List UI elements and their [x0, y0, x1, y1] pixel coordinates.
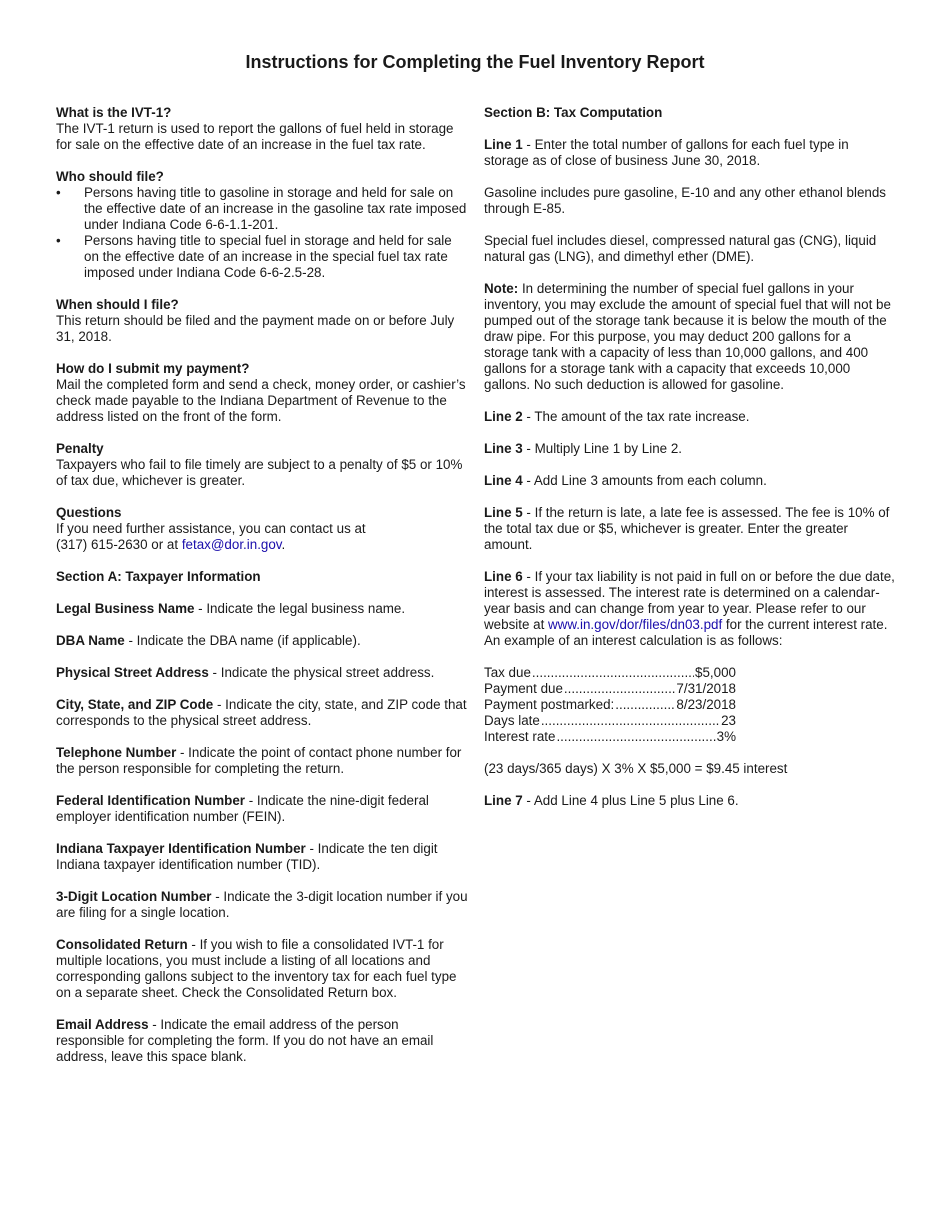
example-row	[484, 713, 736, 729]
email-link[interactable]: fetax@dor.in.gov	[181, 537, 282, 552]
dot-leader	[541, 713, 720, 729]
list-item	[56, 185, 468, 233]
example-label: Days late	[484, 713, 540, 728]
example-value: 8/23/2018	[676, 697, 736, 712]
line-4	[484, 473, 896, 489]
line-label: Line 3	[484, 441, 523, 456]
item-label: 3-Digit Location Number	[56, 889, 212, 904]
left-column	[56, 105, 468, 1081]
questions-end: .	[281, 537, 286, 552]
line-text-after: for the current interest rate. An example of an interest calculation is as follows:	[484, 617, 888, 648]
dot-leader	[564, 681, 676, 697]
page-title: Instructions for Completing the Fuel Inventory Report	[245, 52, 705, 72]
line-7	[484, 793, 896, 809]
list-item	[56, 233, 468, 281]
line-text: - The amount of the tax rate increase.	[522, 409, 750, 424]
dot-leader	[615, 697, 675, 713]
section-b	[484, 105, 896, 121]
item-text: - Indicate the legal business name.	[194, 601, 406, 616]
line-label: Line 2	[484, 409, 523, 424]
example-value: 3%	[716, 729, 736, 744]
line-text: - Multiply Line 1 by Line 2.	[522, 441, 682, 456]
item-label: Physical Street Address	[56, 665, 209, 680]
item-text: - Indicate the city, state, and ZIP code that corresponds to the physical street address.	[56, 697, 467, 728]
right-column	[484, 105, 896, 825]
gasoline-note: Gasoline includes pure gasoline, E-10 and any other ethanol blends through E-85.	[484, 185, 886, 216]
example-value: 7/31/2018	[676, 681, 736, 696]
item-label: City, State, and ZIP Code	[56, 697, 214, 712]
who-section	[56, 169, 468, 281]
questions-body	[56, 521, 468, 553]
example-row	[484, 681, 736, 697]
bullet-icon: •	[56, 233, 61, 248]
questions-line-2: (317) 615-2630 or at	[56, 537, 182, 552]
item-label: Email Address	[56, 1017, 149, 1032]
item-label: Telephone Number	[56, 745, 177, 760]
bullet-text: Persons having title to special fuel in storage and held for sale on the effective date of an increase in the special fuel tax rate imposed under Indiana Code 6-6-2.5-28.	[84, 233, 452, 280]
what-heading: What is the IVT-1?	[56, 105, 172, 120]
example-value: $5,000	[695, 665, 736, 680]
when-body: This return should be filed and the payment made on or before July 31, 2018.	[56, 313, 455, 344]
what-body: The IVT-1 return is used to report the gallons of fuel held in storage for sale on the effective date of an increase in the fuel tax rate.	[56, 121, 454, 152]
special-fuel-note: Special fuel includes diesel, compressed natural gas (CNG), liquid natural gas (LNG), and dimethyl ether (DME).	[484, 233, 877, 264]
list-item	[56, 697, 468, 729]
list-item	[56, 633, 468, 649]
item-text: - Indicate the nine-digit federal employer identification number (FEIN).	[56, 793, 429, 824]
item-text: - Indicate the physical street address.	[208, 665, 435, 680]
example-label: Interest rate	[484, 729, 556, 744]
example-row	[484, 665, 736, 681]
line-6	[484, 569, 896, 649]
item-text: - Indicate the ten digit Indiana taxpayer identification number (TID).	[56, 841, 438, 872]
line-text: - If the return is late, a late fee is assessed. The fee is 10% of the total tax due or $5, whichever is greater. Enter the greater amount.	[484, 505, 890, 552]
dot-leader	[532, 665, 694, 681]
dot-leader	[556, 729, 715, 745]
questions-line-1: If you need further assistance, you can contact us at	[56, 521, 366, 536]
example-label: Tax due	[484, 665, 531, 680]
line-text: - Add Line 3 amounts from each column.	[522, 473, 767, 488]
line-text: - Add Line 4 plus Line 5 plus Line 6.	[522, 793, 739, 808]
questions-heading: Questions	[56, 505, 122, 520]
list-item	[56, 937, 468, 1001]
line-label: Line 6	[484, 569, 523, 584]
item-text: - Indicate the email address of the person responsible for completing the form. If you do not have an email address, leave this space blank.	[56, 1017, 434, 1064]
penalty-section	[56, 441, 468, 489]
section-b-heading: Section B: Tax Computation	[484, 105, 663, 120]
item-text: - Indicate the 3-digit location number if you are filing for a single location.	[56, 889, 468, 920]
deduction-note	[484, 281, 896, 393]
list-item	[56, 665, 468, 681]
interest-example	[484, 665, 896, 745]
example-label: Payment due	[484, 681, 563, 696]
item-label: Indiana Taxpayer Identification Number	[56, 841, 306, 856]
note-label: Note:	[484, 281, 519, 296]
how-body: Mail the completed form and send a check, money order, or cashier’s check made payable to the Indiana Department of Revenue to the address listed on the front of the form.	[56, 377, 466, 424]
item-label: Consolidated Return	[56, 937, 188, 952]
example-row	[484, 729, 736, 745]
list-item	[56, 601, 468, 617]
when-heading: When should I file?	[56, 297, 179, 312]
line-1	[484, 137, 896, 169]
bullet-text: Persons having title to gasoline in storage and held for sale on the effective date of an increase in the gasoline tax rate imposed under Indiana Code 6-6-1.1-201.	[84, 185, 467, 232]
line-label: Line 7	[484, 793, 523, 808]
when-section	[56, 297, 468, 345]
line-label: Line 1	[484, 137, 523, 152]
section-a-heading: Section A: Taxpayer Information	[56, 569, 261, 584]
note-text: In determining the number of special fuel gallons in your inventory, you may exclude the amount of special fuel that will not be pumped out of the storage tank because it is below the mouth of the draw pipe. For this purpose, you may deduct 200 gallons for a storage tank with a capacity of less than 10,000 gallons, and 400 gallons for a storage tank with a capacity that exceeds 10,000 gallons. No such deduction is allowed for gasoline.	[484, 281, 891, 392]
penalty-body: Taxpayers who fail to file timely are subject to a penalty of $5 or 10% of tax due, whichever is greater.	[56, 457, 463, 488]
example-label: Payment postmarked:	[484, 697, 615, 712]
section-a	[56, 569, 468, 585]
item-text: - Indicate the point of contact phone number for the person responsible for completing the return.	[56, 745, 462, 776]
item-label: Federal Identification Number	[56, 793, 245, 808]
line-text: - If your tax liability is not paid in full on or before the due date, interest is assessed. The interest rate is determined on a calendar-year basis and can change from year to year. Please refer to our website at	[484, 569, 895, 632]
list-item	[56, 889, 468, 921]
list-item	[56, 1017, 468, 1065]
example-value: 23	[721, 713, 736, 728]
item-label: Legal Business Name	[56, 601, 195, 616]
penalty-heading: Penalty	[56, 441, 104, 456]
line-5	[484, 505, 896, 553]
list-item	[56, 841, 468, 873]
example-row	[484, 697, 736, 713]
line-label: Line 4	[484, 473, 523, 488]
line-label: Line 5	[484, 505, 523, 520]
bullet-icon: •	[56, 185, 61, 200]
who-list	[56, 185, 468, 281]
questions-section	[56, 505, 468, 553]
item-text: - If you wish to file a consolidated IVT-1 for multiple locations, you must include a listing of all locations and corresponding gallons subject to the inventory tax for each fuel type on a separate sheet. Check the Consolidated Return box.	[56, 937, 457, 1000]
interest-rate-link[interactable]: www.in.gov/dor/files/dn03.pdf	[548, 617, 723, 632]
item-label: DBA Name	[56, 633, 125, 648]
line-2	[484, 409, 896, 425]
what-section	[56, 105, 468, 153]
interest-calculation: (23 days/365 days) X 3% X $5,000 = $9.45 interest	[484, 761, 788, 776]
who-heading: Who should file?	[56, 169, 164, 184]
line-text: - Enter the total number of gallons for each fuel type in storage as of close of business June 30, 2018.	[484, 137, 849, 168]
list-item	[56, 745, 468, 777]
item-text: - Indicate the DBA name (if applicable).	[124, 633, 361, 648]
list-item	[56, 793, 468, 825]
line-3	[484, 441, 896, 457]
how-heading: How do I submit my payment?	[56, 361, 250, 376]
how-section	[56, 361, 468, 425]
